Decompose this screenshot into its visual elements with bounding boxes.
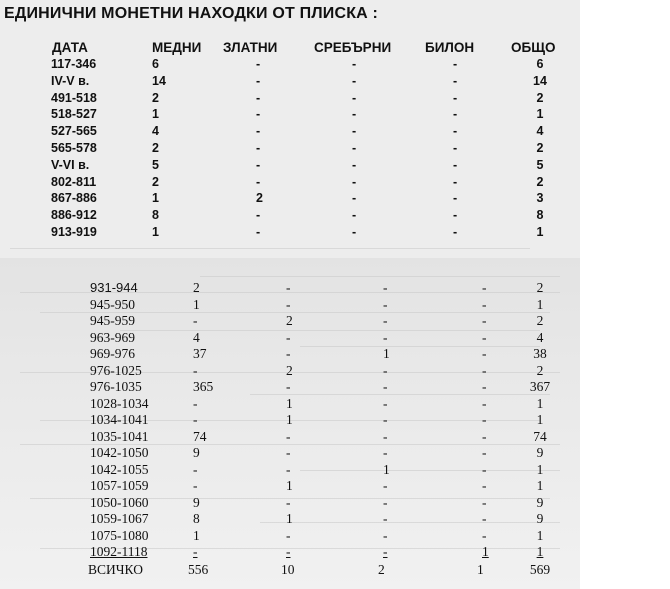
cell-silver: -	[383, 329, 388, 345]
cell-gold: -	[256, 90, 261, 105]
cell-silver: -	[383, 428, 388, 444]
cell-total: 9	[536, 445, 544, 460]
cell-total: 9	[536, 494, 544, 510]
cell-copper: 14	[152, 73, 166, 88]
cell-date: 1075-1080	[90, 527, 149, 543]
cell-gold: -	[286, 445, 291, 460]
cell-billon: -	[482, 395, 487, 411]
total-silver: 2	[378, 561, 385, 577]
cell-gold: 1	[286, 511, 293, 526]
cell-total: 4	[536, 329, 544, 345]
cell-copper: 2	[152, 141, 159, 155]
cell-silver: -	[352, 157, 357, 172]
cell-gold: 1	[286, 478, 293, 493]
cell-gold: -	[286, 329, 291, 345]
cell-total: 4	[536, 124, 544, 139]
cell-date: 518-527	[51, 107, 97, 122]
cell-billon: -	[482, 494, 487, 510]
cell-silver: 1	[383, 346, 390, 361]
cell-total: 1	[536, 527, 544, 543]
cell-gold: -	[256, 141, 261, 155]
cell-date: IV-V в.	[51, 73, 90, 88]
cell-total: 14	[533, 73, 547, 88]
bleed-through-line	[260, 522, 560, 523]
total-date: ВСИЧКО	[88, 561, 143, 577]
cell-silver: -	[383, 478, 388, 493]
cell-silver: -	[352, 208, 357, 223]
cell-billon: -	[482, 313, 487, 328]
cell-copper: 5	[152, 157, 159, 172]
cell-gold: 2	[256, 191, 263, 206]
cell-date: 117-346	[51, 57, 97, 71]
cell-gold: -	[256, 174, 261, 189]
cell-total: 2	[536, 90, 544, 105]
cell-gold: -	[286, 346, 291, 361]
cell-total: 1	[536, 107, 544, 122]
cell-copper: 74	[193, 428, 207, 444]
cell-total: 1	[536, 296, 544, 312]
cell-gold: -	[286, 280, 291, 295]
cell-date: 1050-1060	[90, 494, 149, 510]
cell-copper: 365	[193, 379, 214, 394]
cell-billon: -	[482, 428, 487, 444]
cell-gold: -	[256, 57, 261, 71]
column-header-copper: МЕДНИ	[152, 40, 202, 55]
cell-silver: 1	[383, 461, 390, 477]
column-header-billon: БИЛОН	[425, 40, 475, 55]
cell-billon: -	[482, 329, 487, 345]
cell-total: 2	[536, 280, 544, 295]
cell-billon: -	[482, 461, 487, 477]
cell-date: 802-811	[51, 174, 97, 189]
cell-date: 945-959	[90, 313, 135, 328]
bleed-through-line	[10, 248, 530, 249]
column-header-silver: СРЕБЪРНИ	[314, 40, 392, 55]
page-title: ЕДИНИЧНИ МОНЕТНИ НАХОДКИ ОТ ПЛИСКА :	[4, 5, 379, 22]
cell-total: 1	[536, 412, 544, 427]
cell-silver: -	[383, 362, 388, 378]
cell-billon: -	[482, 296, 487, 312]
cell-copper: 9	[193, 445, 200, 460]
bleed-through-line	[200, 276, 560, 277]
cell-silver: -	[352, 174, 357, 189]
cell-copper: -	[193, 461, 198, 477]
cell-gold: -	[286, 379, 291, 394]
cell-date: 1042-1055	[90, 461, 149, 477]
cell-copper: 4	[193, 329, 200, 345]
cell-silver: -	[383, 544, 388, 559]
cell-date: 1034-1041	[90, 412, 149, 427]
cell-total: 1	[536, 478, 544, 493]
cell-billon: -	[453, 141, 458, 155]
cell-silver: -	[352, 141, 357, 155]
cell-total: 2	[536, 313, 544, 328]
total-copper: 556	[188, 561, 209, 577]
cell-date: 945-950	[90, 296, 135, 312]
cell-copper: -	[193, 362, 198, 378]
cell-silver: -	[383, 412, 388, 427]
cell-total: 1	[536, 544, 544, 559]
cell-gold: -	[286, 296, 291, 312]
cell-date: 913-919	[51, 225, 97, 239]
cell-copper: -	[193, 395, 198, 411]
cell-copper: 2	[152, 174, 159, 189]
cell-copper: 9	[193, 494, 200, 510]
cell-silver: -	[383, 511, 388, 526]
cell-silver: -	[383, 494, 388, 510]
cell-gold: 2	[286, 313, 293, 328]
cell-date: 969-976	[90, 346, 135, 361]
column-header-gold: ЗЛАТНИ	[223, 40, 278, 55]
cell-copper: 8	[152, 208, 159, 223]
total-total: 569	[529, 561, 551, 577]
cell-gold: 1	[286, 412, 293, 427]
cell-total: 8	[536, 208, 544, 223]
cell-copper: 2	[152, 90, 159, 105]
cell-billon: -	[453, 191, 458, 206]
cell-billon: -	[482, 511, 487, 526]
cell-billon: -	[482, 362, 487, 378]
cell-gold: -	[256, 225, 261, 239]
cell-billon: -	[453, 73, 458, 88]
cell-date: 867-886	[51, 191, 97, 206]
cell-silver: -	[352, 124, 357, 139]
cell-billon: -	[453, 225, 458, 239]
cell-copper: -	[193, 544, 198, 559]
cell-silver: -	[383, 395, 388, 411]
cell-copper: 1	[152, 191, 159, 206]
cell-gold: -	[256, 124, 261, 139]
cell-total: 2	[536, 174, 544, 189]
cell-gold: -	[286, 527, 291, 543]
column-header-date: ДАТА	[52, 40, 88, 55]
cell-gold: -	[256, 208, 261, 223]
cell-silver: -	[352, 107, 357, 122]
cell-date: 1028-1034	[90, 395, 149, 411]
cell-gold: -	[286, 494, 291, 510]
cell-silver: -	[383, 296, 388, 312]
cell-total: 367	[529, 379, 551, 394]
cell-total: 74	[533, 428, 547, 444]
cell-date: 976-1025	[90, 362, 142, 378]
cell-silver: -	[352, 225, 357, 239]
cell-date: 527-565	[51, 124, 97, 139]
cell-copper: 4	[152, 124, 159, 139]
cell-gold: -	[286, 428, 291, 444]
cell-total: 1	[536, 395, 544, 411]
bleed-through-line	[250, 394, 550, 395]
cell-date: 565-578	[51, 141, 97, 155]
cell-billon: -	[482, 527, 487, 543]
cell-silver: -	[383, 527, 388, 543]
cell-gold: -	[286, 461, 291, 477]
cell-billon: -	[453, 90, 458, 105]
cell-copper: 1	[152, 107, 159, 122]
total-gold: 10	[281, 561, 295, 577]
cell-gold: -	[256, 73, 261, 88]
bleed-through-line	[120, 330, 540, 331]
cell-silver: -	[383, 280, 388, 295]
cell-billon: -	[482, 379, 487, 394]
total-billon: 1	[477, 561, 484, 577]
cell-gold: -	[286, 544, 291, 559]
cell-billon: -	[482, 280, 487, 295]
cell-date: 491-518	[51, 90, 97, 105]
cell-billon: -	[453, 124, 458, 139]
cell-billon: -	[453, 107, 458, 122]
cell-copper: 1	[193, 296, 200, 312]
cell-copper: 1	[193, 527, 200, 543]
cell-silver: -	[352, 73, 357, 88]
cell-billon: -	[453, 157, 458, 172]
cell-total: 6	[536, 57, 544, 71]
cell-date: 976-1035	[90, 379, 142, 394]
cell-billon: -	[482, 478, 487, 493]
cell-copper: 37	[193, 346, 207, 361]
cell-date: 1092-1118	[90, 544, 148, 559]
cell-total: 3	[536, 191, 544, 206]
cell-gold: 2	[286, 362, 293, 378]
cell-copper: 2	[193, 280, 200, 295]
cell-copper: 8	[193, 511, 200, 526]
cell-total: 1	[536, 225, 544, 239]
cell-date: 1042-1050	[90, 445, 149, 460]
cell-total: 1	[536, 461, 544, 477]
cell-silver: -	[352, 191, 357, 206]
cell-silver: -	[352, 90, 357, 105]
cell-billon: -	[453, 57, 458, 71]
cell-date: 963-969	[90, 329, 135, 345]
cell-copper: -	[193, 412, 198, 427]
cell-billon: -	[482, 346, 487, 361]
cell-silver: -	[383, 379, 388, 394]
cell-copper: -	[193, 478, 198, 493]
cell-copper: 6	[152, 57, 159, 71]
cell-billon: -	[453, 208, 458, 223]
cell-billon: -	[453, 174, 458, 189]
cell-date: 1035-1041	[90, 428, 149, 444]
cell-gold: 1	[286, 395, 293, 411]
cell-date: V-VI в.	[51, 157, 90, 172]
cell-total: 2	[536, 362, 544, 378]
cell-total: 5	[536, 157, 544, 172]
cell-billon: -	[482, 445, 487, 460]
cell-total: 38	[533, 346, 547, 361]
cell-billon: -	[482, 412, 487, 427]
cell-total: 9	[536, 511, 544, 526]
cell-billon: 1	[482, 544, 489, 559]
column-header-total: ОБЩО	[511, 40, 556, 55]
cell-silver: -	[383, 313, 388, 328]
cell-date: 1057-1059	[90, 478, 149, 493]
cell-gold: -	[256, 157, 261, 172]
cell-date: 886-912	[51, 208, 97, 223]
cell-gold: -	[256, 107, 261, 122]
bleed-through-line	[300, 346, 540, 347]
cell-copper: 1	[152, 225, 159, 239]
cell-total: 2	[536, 141, 544, 155]
cell-silver: -	[352, 57, 357, 71]
cell-date: 1059-1067	[90, 511, 149, 526]
cell-copper: -	[193, 313, 198, 328]
cell-date: 931-944	[90, 280, 138, 295]
cell-silver: -	[383, 445, 388, 460]
